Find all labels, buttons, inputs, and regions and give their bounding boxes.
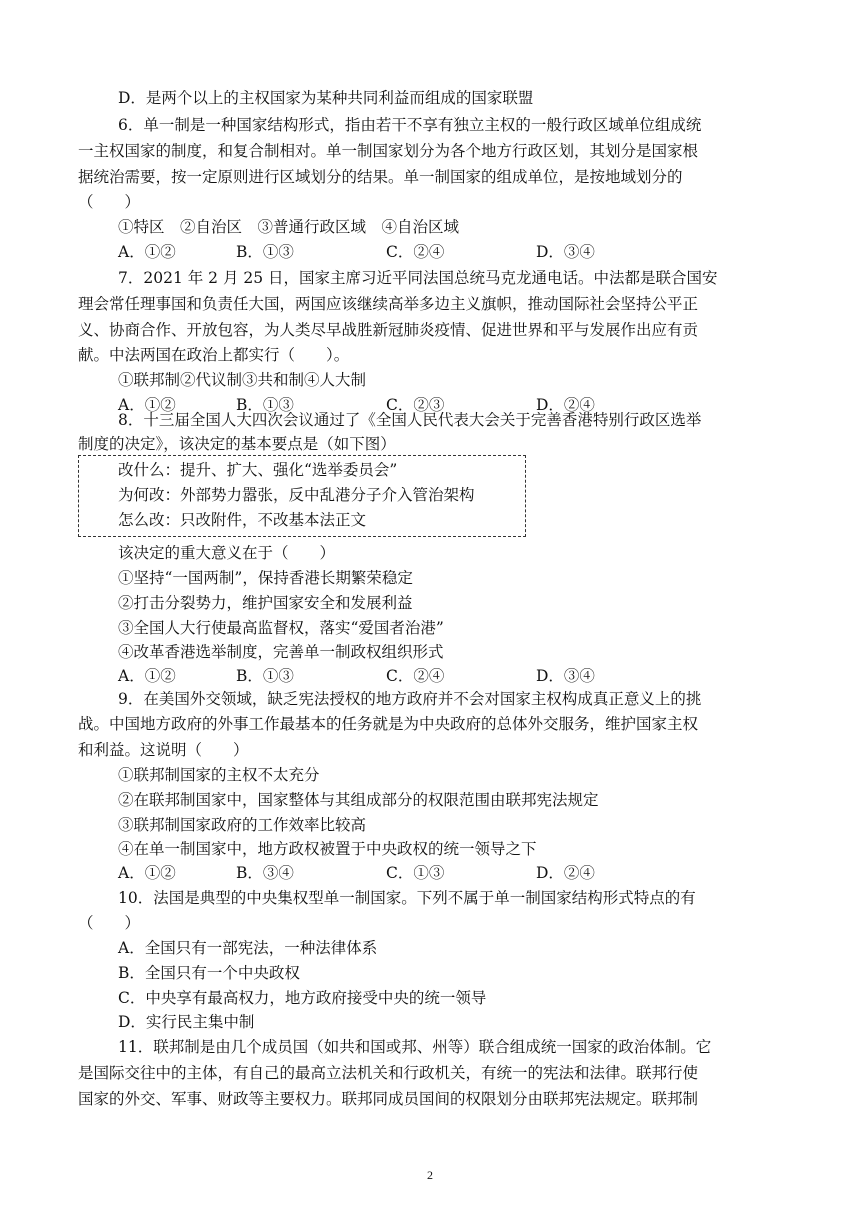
option-b: B．①③ bbox=[236, 243, 294, 261]
q6-stem-line: 一主权国家的制度，和复合制相对。单一制国家划分为各个地方行政区划，其划分是国家根 bbox=[78, 142, 699, 160]
q9-item: ①联邦制国家的主权不太充分 bbox=[118, 766, 320, 784]
option-a: A．①② bbox=[118, 864, 176, 882]
q6-stem-line: 据统治需要，按一定原则进行区域划分的结果。单一制国家的组成单位，是按地域划分的 bbox=[78, 168, 683, 186]
option-a: A．①② bbox=[118, 396, 176, 414]
q8-dashed-box bbox=[78, 455, 526, 537]
q9-stem-line: 9．在美国外交领域，缺乏宪法授权的地方政府并不会对国家主权构成真正意义上的挑 bbox=[118, 690, 702, 708]
q10-stem-line: （ ） bbox=[78, 914, 141, 932]
q9-item: ②在联邦制国家中，国家整体与其组成部分的权限范围由联邦宪法规定 bbox=[118, 791, 599, 809]
q7-stem-line: 7．2021 年 2 月 25 日，国家主席习近平同法国总统马克龙通电话。中法都是联合国安 bbox=[118, 269, 718, 287]
option-a: A．①② bbox=[118, 243, 176, 261]
option-d: D．②④ bbox=[536, 864, 595, 882]
q9-stem-line: 和利益。这说明（ ） bbox=[78, 741, 249, 759]
q8-stem-line: 制度的决定》，该决定的基本要点是（如下图） bbox=[78, 435, 396, 453]
q9-item: ④在单一制国家中，地方政权被置于中央政权的统一领导之下 bbox=[118, 840, 537, 858]
q8-question: 该决定的重大意义在于（ ） bbox=[118, 544, 336, 562]
q8-item: ②打击分裂势力，维护国家安全和发展利益 bbox=[118, 594, 413, 612]
q8-item: ④改革香港选举制度，完善单一制政权组织形式 bbox=[118, 643, 444, 661]
q10-option-d: D．实行民主集中制 bbox=[118, 1013, 255, 1031]
q8-item: ①坚持“一国两制”，保持香港长期繁荣稳定 bbox=[118, 569, 413, 587]
q6-stem-line: 6．单一制是一种国家结构形式，指由若干不享有独立主权的一般行政区域单位组成统 bbox=[118, 116, 702, 134]
option-c: C．①③ bbox=[386, 864, 445, 882]
q7-stem-line: 义、协商合作、开放包容，为人类尽早战胜新冠肺炎疫情、促进世界和平与发展作出应有贡 bbox=[78, 321, 699, 339]
box-line: 改什么：提升、扩大、强化“选举委员会” bbox=[118, 461, 398, 479]
option-c: C．②③ bbox=[386, 396, 445, 414]
q10-option-a: A．全国只有一部宪法，一种法律体系 bbox=[118, 939, 378, 957]
q7-items: ①联邦制②代议制③共和制④人大制 bbox=[118, 371, 367, 389]
q8-item: ③全国人大行使最高监督权，落实“爱国者治港” bbox=[118, 619, 444, 637]
q10-stem-line: 10．法国是典型的中央集权型单一制国家。下列不属于单一制国家结构形式特点的有 bbox=[118, 889, 696, 907]
q10-option-c: C．中央享有最高权力，地方政府接受中央的统一领导 bbox=[118, 989, 487, 1007]
option-d: D．②④ bbox=[536, 396, 595, 414]
q11-stem-line: 11．联邦制是由几个成员国（如共和国或邦、州等）联合组成统一国家的政治体制。它 bbox=[118, 1038, 712, 1056]
q10-option-b: B．全国只有一个中央政权 bbox=[118, 964, 300, 982]
q7-stem-line: 献。中法两国在政治上都实行（ ）。 bbox=[78, 346, 350, 364]
q7-stem-line: 理会常任理事国和负责任大国，两国应该继续高举多边主义旗帜，推动国际社会坚持公平正 bbox=[78, 295, 699, 313]
option-a: A．①② bbox=[118, 667, 176, 685]
q6-items: ①特区 ②自治区 ③普通行政区域 ④自治区域 bbox=[118, 218, 460, 236]
q8-stem-line: 8．十三届全国人大四次会议通过了《全国人民代表大会关于完善香港特别行政区选举 bbox=[118, 411, 702, 429]
box-line: 怎么改：只改附件，不改基本法正文 bbox=[118, 511, 367, 529]
q9-stem-line: 战。中国地方政府的外事工作最基本的任务就是为中央政府的总体外交服务，维护国家主权 bbox=[78, 715, 699, 733]
page-number: 2 bbox=[427, 1168, 433, 1182]
option-d: D．③④ bbox=[536, 667, 595, 685]
q6-stem-line: （ ） bbox=[78, 193, 141, 211]
q9-item: ③联邦制国家政府的工作效率比较高 bbox=[118, 816, 367, 834]
q11-stem-line: 国家的外交、军事、财政等主要权力。联邦同成员国间的权限划分由联邦宪法规定。联邦制 bbox=[78, 1090, 699, 1108]
option-d: D．③④ bbox=[536, 243, 595, 261]
option-c: C．②④ bbox=[386, 243, 445, 261]
option-b: B．③④ bbox=[236, 864, 294, 882]
option-b: B．①③ bbox=[236, 667, 294, 685]
q5-option-d: D．是两个以上的主权国家为某种共同利益而组成的国家联盟 bbox=[118, 89, 534, 107]
option-b: B．①③ bbox=[236, 396, 294, 414]
box-line: 为何改：外部势力嚣张，反中乱港分子介入管治架构 bbox=[118, 486, 475, 504]
option-c: C．②④ bbox=[386, 667, 445, 685]
q11-stem-line: 是国际交往中的主体，有自己的最高立法机关和行政机关，有统一的宪法和法律。联邦行使 bbox=[78, 1064, 699, 1082]
